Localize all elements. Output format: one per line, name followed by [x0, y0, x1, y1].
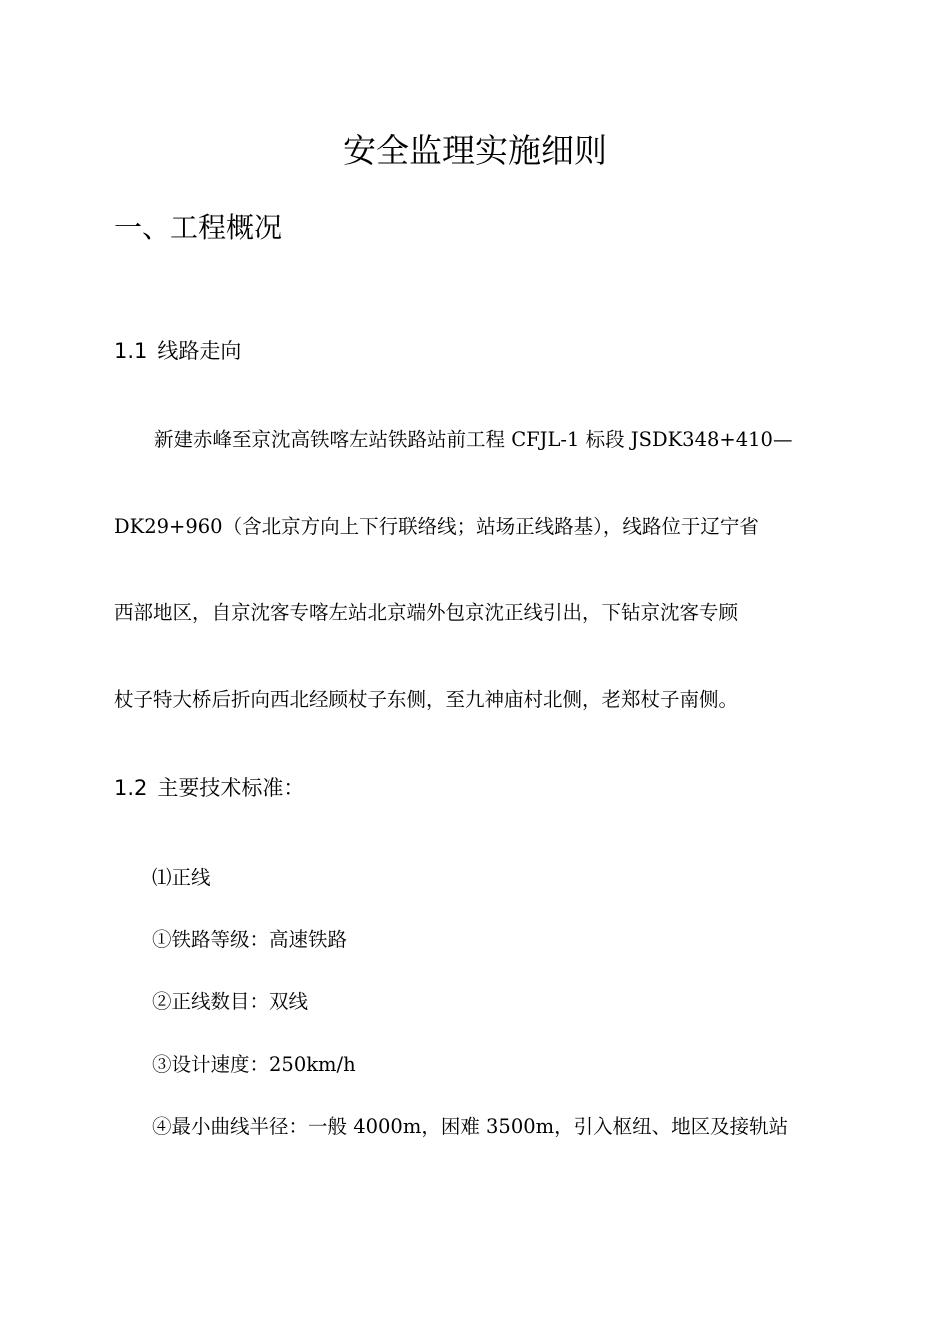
paragraph-line: 杖子特大桥后折向西北经顾杖子东侧，至九神庙村北侧，老郑杖子南侧。 [114, 688, 739, 711]
paragraph-line: DK29+960（含北京方向上下行联络线；站场正线路基），线路位于辽宁省 [114, 515, 759, 538]
subsection-heading-route [114, 335, 241, 367]
list-item: ②正线数目：双线 [152, 990, 309, 1013]
paragraph-line: 新建赤峰至京沈高铁喀左站铁路站前工程 CFJL-1 标段 JSDK348+410— [154, 428, 793, 451]
list-item: ①铁路等级：高速铁路 [152, 928, 348, 951]
list-item: ③设计速度：250km/h [152, 1053, 356, 1076]
section-heading-project-overview: 一、工程概况 [114, 211, 283, 244]
list-item: ⑴正线 [152, 866, 211, 889]
list-item: ④最小曲线半径：一般 4000m，困难 3500m，引入枢纽、地区及接轨站 [152, 1115, 789, 1138]
subsection-title: 主要技术标准： [157, 776, 305, 800]
subsection-title: 线路走向 [157, 339, 242, 363]
subsection-heading-technical-standards [114, 772, 304, 804]
subsection-number: 1.2 [114, 776, 148, 800]
document-title: 安全监理实施细则 [343, 131, 607, 170]
subsection-number: 1.1 [114, 339, 148, 363]
paragraph-line: 西部地区，自京沈客专喀左站北京端外包京沈正线引出，下钻京沈客专顾 [114, 601, 739, 624]
